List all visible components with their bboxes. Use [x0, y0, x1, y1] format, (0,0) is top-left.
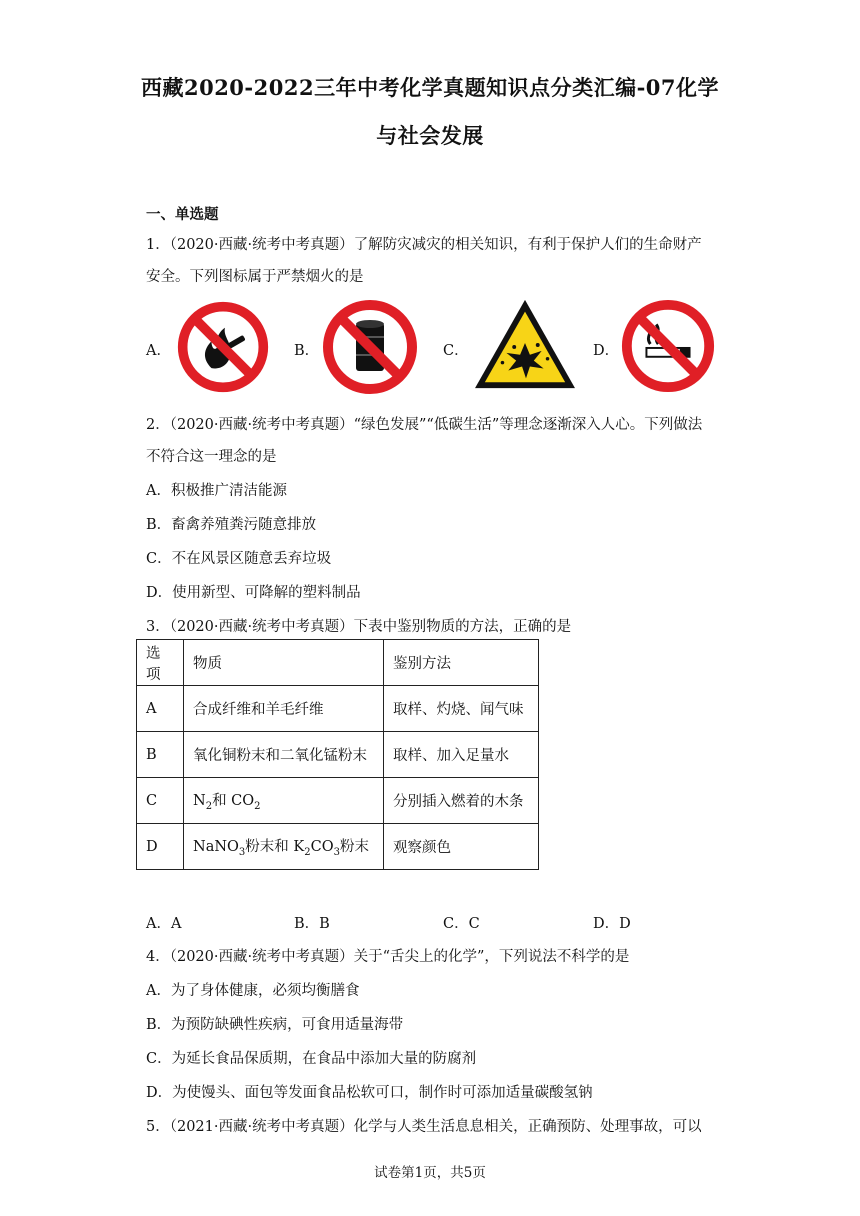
- table-cell-method: 分别插入燃着的木条: [384, 778, 539, 824]
- question-2-line2: 不符合这一理念的是: [146, 449, 277, 465]
- q3-table: [136, 639, 539, 870]
- question-1-line2: 安全。下列图标属于严禁烟火的是: [146, 269, 364, 285]
- table-row: [137, 824, 539, 870]
- q1-option-a-label[interactable]: A．: [146, 343, 171, 359]
- table-cell-substance: 合成纤维和羊毛纤维: [184, 686, 384, 732]
- q4-option-a[interactable]: A．为了身体健康，必须均衡膳食: [146, 983, 360, 999]
- q2-option-b[interactable]: B．畜禽养殖粪污随意排放: [146, 517, 317, 533]
- q4-option-c[interactable]: C．为延长食品保质期，在食品中添加大量的防腐剂: [146, 1051, 477, 1067]
- question-1-line1: 1．（2020·西藏·统考中考真题）了解防灾减灾的相关知识，有利于保护人们的生命财产: [146, 237, 702, 253]
- q3-option-b[interactable]: B．B: [294, 916, 330, 932]
- q2-option-a[interactable]: A．积极推广清洁能源: [146, 483, 287, 499]
- table-cell-option: A: [137, 686, 184, 732]
- document-title-line1: 西藏2020-2022三年中考化学真题知识点分类汇编-07化学: [140, 75, 720, 100]
- no-smoking-icon[interactable]: [619, 297, 717, 399]
- q3-option-c[interactable]: C．C: [443, 916, 480, 932]
- table-header-method: 鉴别方法: [384, 640, 539, 686]
- table-row: [137, 686, 539, 732]
- table-cell-option: B: [137, 732, 184, 778]
- table-cell-substance: NaNO$_3$粉末和 $K_2CO_3$粉末: [184, 824, 384, 870]
- q4-option-b[interactable]: B．为预防缺碘性疾病，可食用适量海带: [146, 1017, 404, 1033]
- question-2-line1: 2．（2020·西藏·统考中考真题）“绿色发展”“低碳生活”等理念逐渐深入人心。下列做法: [146, 417, 703, 433]
- table-cell-substance: 氧化铜粉末和二氧化锰粉末: [184, 732, 384, 778]
- page-footer: 试卷第1页，共5页: [374, 1165, 486, 1181]
- document-title-line2: 与社会发展: [376, 123, 484, 148]
- table-row: [137, 732, 539, 778]
- q1-option-c-label[interactable]: C．: [443, 343, 469, 359]
- q2-option-d[interactable]: D．使用新型、可降解的塑料制品: [146, 585, 361, 601]
- table-cell-method: 观察颜色: [384, 824, 539, 870]
- question-3-line1: 3．（2020·西藏·统考中考真题）下表中鉴别物质的方法，正确的是: [146, 619, 572, 635]
- table-header-option: 选项: [137, 640, 184, 686]
- section-heading: 一、单选题: [146, 206, 219, 223]
- no-oil-drum-icon[interactable]: [320, 297, 420, 401]
- q1-option-d-label[interactable]: D．: [593, 343, 620, 359]
- table-header-substance: 物质: [184, 640, 384, 686]
- question-5-line1: 5．（2021·西藏·统考中考真题）化学与人类生活息息相关，正确预防、处理事故，可以: [146, 1119, 702, 1135]
- table-header-row: [137, 640, 539, 686]
- q2-option-c[interactable]: C．不在风景区随意丢弃垃圾: [146, 551, 332, 567]
- table-cell-method: 取样、灼烧、闻气味: [384, 686, 539, 732]
- no-open-flame-icon[interactable]: [175, 299, 271, 399]
- table-row: [137, 778, 539, 824]
- q1-option-b-label[interactable]: B．: [294, 343, 320, 359]
- q3-option-d[interactable]: D．D: [593, 916, 631, 932]
- table-cell-option: D: [137, 824, 184, 870]
- table-cell-option: C: [137, 778, 184, 824]
- q4-option-d[interactable]: D．为使馒头、面包等发面食品松软可口，制作时可添加适量碳酸氢钠: [146, 1085, 593, 1101]
- table-cell-method: 取样、加入足量水: [384, 732, 539, 778]
- explosive-warning-icon[interactable]: [470, 296, 580, 398]
- q3-option-a[interactable]: A．A: [146, 916, 182, 932]
- question-4-line1: 4．（2020·西藏·统考中考真题）关于“舌尖上的化学”，下列说法不科学的是: [146, 949, 630, 965]
- table-cell-substance: $N_2$和 $CO_2$: [184, 778, 384, 824]
